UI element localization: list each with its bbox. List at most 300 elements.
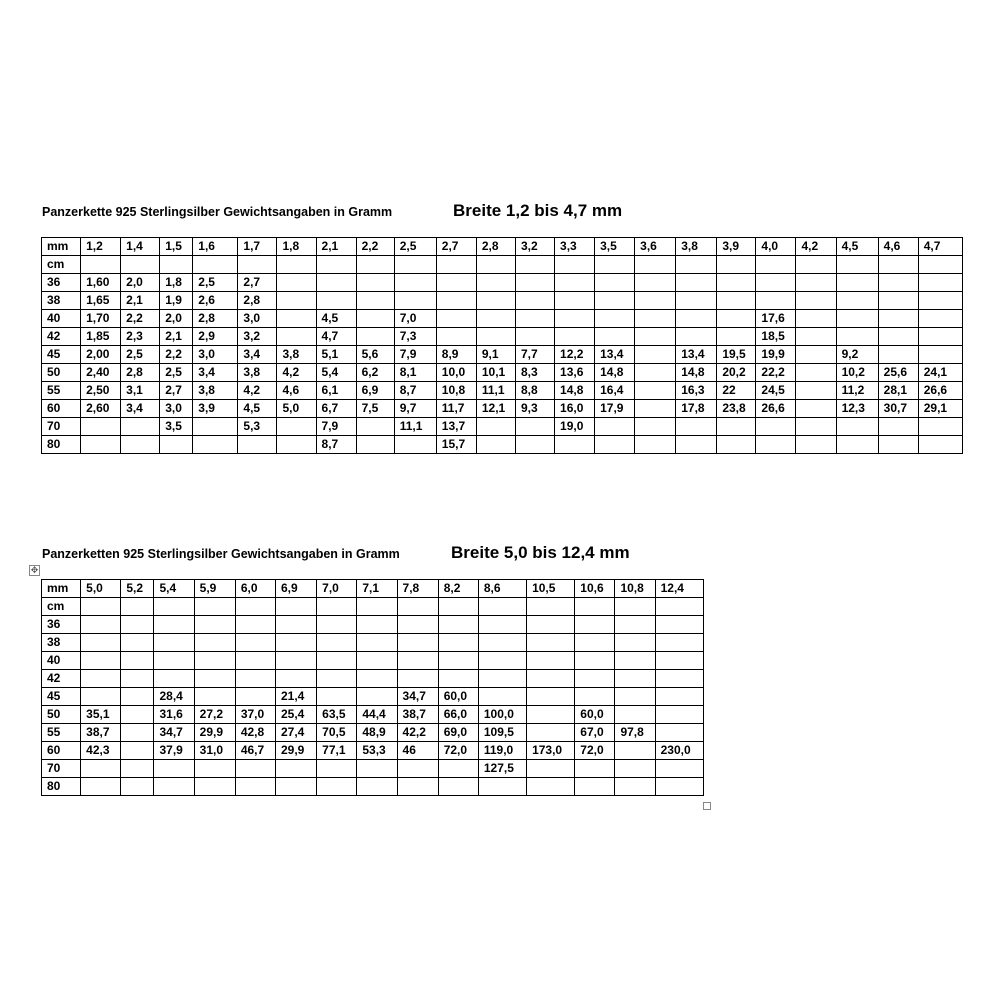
weight-cell — [476, 436, 515, 454]
weight-cell: 6,2 — [356, 364, 394, 382]
weight-cell — [796, 436, 836, 454]
weight-cell — [918, 328, 962, 346]
weight-cell — [918, 256, 962, 274]
weight-cell: 6,7 — [316, 400, 356, 418]
weight-cell — [277, 436, 316, 454]
weight-cell — [527, 760, 575, 778]
weight-cell — [277, 292, 316, 310]
weight-cell — [756, 256, 796, 274]
weight-cell: 17,8 — [676, 400, 717, 418]
table-row — [42, 616, 704, 634]
weight-cell: 13,4 — [676, 346, 717, 364]
weight-cell — [878, 274, 918, 292]
weight-cell: 2,7 — [238, 274, 277, 292]
weight-cell — [796, 418, 836, 436]
weight-cell — [476, 328, 515, 346]
weight-cell — [575, 634, 615, 652]
weight-cell — [317, 598, 357, 616]
header-cell: mm — [42, 238, 81, 256]
weight-cell — [918, 274, 962, 292]
weight-cell: 3,0 — [193, 346, 238, 364]
header-cell: 4,7 — [918, 238, 962, 256]
weight-cell: 27,4 — [276, 724, 317, 742]
weight-cell: 7,9 — [316, 418, 356, 436]
weight-cell — [878, 436, 918, 454]
table-row — [42, 670, 704, 688]
weight-cell: 5,1 — [316, 346, 356, 364]
weight-cell: 2,60 — [81, 400, 121, 418]
weight-cell — [635, 274, 676, 292]
weight-cell: 16,3 — [676, 382, 717, 400]
table-row — [42, 598, 704, 616]
weight-cell — [356, 292, 394, 310]
header-cell: 5,4 — [154, 580, 194, 598]
weight-cell — [154, 760, 194, 778]
header-cell: 4,2 — [796, 238, 836, 256]
weight-cell: 4,2 — [277, 364, 316, 382]
weight-cell: 8,1 — [394, 364, 436, 382]
table2-subheading: Breite 5,0 bis 12,4 mm — [451, 543, 630, 562]
weight-cell: 2,2 — [160, 346, 193, 364]
weight-cell — [476, 274, 515, 292]
weight-cell — [676, 328, 717, 346]
weight-cell: 66,0 — [438, 706, 478, 724]
header-cell: 1,8 — [277, 238, 316, 256]
weight-table-1 — [41, 237, 963, 454]
weight-cell — [575, 688, 615, 706]
weight-cell — [235, 616, 275, 634]
weight-cell — [615, 706, 655, 724]
header-cell: 2,1 — [316, 238, 356, 256]
weight-cell — [356, 418, 394, 436]
weight-cell: 20,2 — [717, 364, 756, 382]
weight-cell — [796, 274, 836, 292]
weight-cell — [121, 616, 154, 634]
weight-cell: 29,9 — [194, 724, 235, 742]
weight-cell: 10,1 — [476, 364, 515, 382]
row-label-cell: 36 — [42, 274, 81, 292]
weight-cell — [438, 670, 478, 688]
weight-cell — [121, 418, 160, 436]
row-label-cell: 40 — [42, 310, 81, 328]
weight-cell — [717, 274, 756, 292]
weight-cell: 7,3 — [394, 328, 436, 346]
weight-cell — [635, 400, 676, 418]
header-cell: 4,5 — [836, 238, 878, 256]
weight-cell — [194, 778, 235, 796]
weight-cell: 2,0 — [121, 274, 160, 292]
weight-cell: 22 — [717, 382, 756, 400]
weight-cell: 15,7 — [436, 436, 476, 454]
weight-cell — [555, 436, 595, 454]
weight-cell — [527, 670, 575, 688]
weight-cell — [316, 292, 356, 310]
weight-cell — [478, 616, 526, 634]
weight-cell — [436, 256, 476, 274]
weight-cell — [81, 652, 121, 670]
weight-cell — [317, 616, 357, 634]
weight-cell — [317, 778, 357, 796]
weight-cell — [575, 670, 615, 688]
weight-cell: 4,5 — [316, 310, 356, 328]
weight-cell — [316, 274, 356, 292]
weight-cell — [356, 274, 394, 292]
weight-cell — [193, 436, 238, 454]
weight-cell — [615, 742, 655, 760]
weight-cell: 16,0 — [555, 400, 595, 418]
weight-cell: 2,5 — [160, 364, 193, 382]
weight-cell — [515, 274, 554, 292]
weight-cell: 31,0 — [194, 742, 235, 760]
weight-cell: 22,2 — [756, 364, 796, 382]
weight-cell: 60,0 — [575, 706, 615, 724]
table-row — [42, 310, 963, 328]
header-cell: 1,6 — [193, 238, 238, 256]
weight-cell: 30,7 — [878, 400, 918, 418]
weight-cell — [796, 328, 836, 346]
table-row — [42, 706, 704, 724]
weight-cell: 2,5 — [193, 274, 238, 292]
row-label-cell: 60 — [42, 400, 81, 418]
weight-cell — [394, 292, 436, 310]
weight-cell: 26,6 — [918, 382, 962, 400]
weight-cell: 10,8 — [436, 382, 476, 400]
weight-cell — [527, 706, 575, 724]
weight-cell — [478, 670, 526, 688]
weight-cell — [276, 598, 317, 616]
weight-cell: 77,1 — [317, 742, 357, 760]
weight-cell: 1,70 — [81, 310, 121, 328]
table-row — [42, 724, 704, 742]
table-row — [42, 292, 963, 310]
weight-cell — [357, 616, 397, 634]
weight-cell: 119,0 — [478, 742, 526, 760]
weight-cell — [878, 256, 918, 274]
table-header-row — [42, 238, 963, 256]
weight-cell: 19,0 — [555, 418, 595, 436]
weight-cell — [194, 652, 235, 670]
weight-cell — [555, 256, 595, 274]
weight-cell: 2,7 — [160, 382, 193, 400]
weight-cell — [194, 760, 235, 778]
weight-cell — [81, 418, 121, 436]
weight-cell — [555, 292, 595, 310]
row-label-cell: 42 — [42, 670, 81, 688]
table1-heading: Panzerkette 925 Sterlingsilber Gewichtsangaben in Gramm — [42, 205, 393, 219]
row-label-cell: 80 — [42, 778, 81, 796]
weight-cell — [121, 706, 154, 724]
weight-cell — [121, 598, 154, 616]
weight-cell — [527, 724, 575, 742]
weight-cell: 6,9 — [356, 382, 394, 400]
weight-cell: 3,0 — [160, 400, 193, 418]
weight-cell — [527, 778, 575, 796]
weight-cell: 27,2 — [194, 706, 235, 724]
weight-cell — [836, 274, 878, 292]
weight-cell: 3,2 — [238, 328, 277, 346]
weight-cell — [555, 274, 595, 292]
weight-cell — [676, 292, 717, 310]
weight-cell — [476, 256, 515, 274]
weight-cell — [81, 760, 121, 778]
weight-cell — [575, 616, 615, 634]
weight-table-2 — [41, 579, 704, 796]
weight-cell: 3,8 — [238, 364, 277, 382]
weight-cell: 12,3 — [836, 400, 878, 418]
weight-cell — [394, 436, 436, 454]
weight-cell — [595, 328, 635, 346]
table-row — [42, 400, 963, 418]
weight-cell: 37,0 — [235, 706, 275, 724]
weight-cell: 46 — [397, 742, 438, 760]
row-label-cell: 70 — [42, 418, 81, 436]
weight-cell — [154, 778, 194, 796]
weight-cell — [717, 292, 756, 310]
weight-cell: 2,1 — [160, 328, 193, 346]
weight-cell — [615, 760, 655, 778]
weight-cell: 63,5 — [317, 706, 357, 724]
weight-cell — [655, 724, 703, 742]
row-label-cell: cm — [42, 256, 81, 274]
weight-cell — [316, 256, 356, 274]
weight-cell: 26,6 — [756, 400, 796, 418]
weight-cell: 3,1 — [121, 382, 160, 400]
weight-cell: 34,7 — [397, 688, 438, 706]
weight-cell — [81, 256, 121, 274]
weight-cell: 42,3 — [81, 742, 121, 760]
weight-cell — [397, 760, 438, 778]
weight-cell: 8,8 — [515, 382, 554, 400]
table-row — [42, 742, 704, 760]
weight-cell — [655, 616, 703, 634]
header-cell: 3,9 — [717, 238, 756, 256]
weight-cell: 19,5 — [717, 346, 756, 364]
weight-cell — [276, 778, 317, 796]
weight-cell: 12,2 — [555, 346, 595, 364]
weight-cell: 9,2 — [836, 346, 878, 364]
weight-cell — [81, 688, 121, 706]
weight-cell: 7,7 — [515, 346, 554, 364]
weight-cell: 42,8 — [235, 724, 275, 742]
weight-cell: 17,6 — [756, 310, 796, 328]
weight-cell — [317, 760, 357, 778]
weight-cell — [655, 670, 703, 688]
table-row — [42, 418, 963, 436]
row-label-cell: 42 — [42, 328, 81, 346]
weight-cell — [438, 616, 478, 634]
row-label-cell: 50 — [42, 706, 81, 724]
weight-cell — [615, 616, 655, 634]
weight-cell — [277, 418, 316, 436]
weight-cell — [756, 436, 796, 454]
weight-cell — [918, 346, 962, 364]
weight-cell — [438, 760, 478, 778]
weight-cell: 21,4 — [276, 688, 317, 706]
table1-subheading: Breite 1,2 bis 4,7 mm — [453, 201, 623, 220]
weight-cell — [635, 328, 676, 346]
weight-cell: 173,0 — [527, 742, 575, 760]
weight-cell — [527, 634, 575, 652]
weight-cell: 35,1 — [81, 706, 121, 724]
weight-cell — [394, 256, 436, 274]
weight-cell — [796, 346, 836, 364]
header-cell: 10,6 — [575, 580, 615, 598]
weight-cell — [655, 634, 703, 652]
weight-cell: 13,6 — [555, 364, 595, 382]
weight-cell: 17,9 — [595, 400, 635, 418]
weight-cell: 14,8 — [676, 364, 717, 382]
weight-cell — [121, 634, 154, 652]
header-cell: 2,8 — [476, 238, 515, 256]
weight-cell: 2,6 — [193, 292, 238, 310]
weight-cell: 2,8 — [121, 364, 160, 382]
weight-cell — [238, 256, 277, 274]
weight-cell: 97,8 — [615, 724, 655, 742]
header-cell: 3,2 — [515, 238, 554, 256]
weight-cell — [595, 256, 635, 274]
weight-cell: 2,0 — [160, 310, 193, 328]
weight-cell — [194, 634, 235, 652]
weight-cell: 37,9 — [154, 742, 194, 760]
move-handle-icon[interactable]: ✥ — [30, 565, 39, 575]
weight-cell: 2,00 — [81, 346, 121, 364]
weight-cell: 48,9 — [357, 724, 397, 742]
weight-cell — [796, 364, 836, 382]
weight-cell — [357, 778, 397, 796]
weight-cell — [194, 598, 235, 616]
weight-cell — [235, 760, 275, 778]
table-row — [42, 256, 963, 274]
weight-cell: 8,7 — [316, 436, 356, 454]
weight-cell: 9,1 — [476, 346, 515, 364]
header-cell: 4,0 — [756, 238, 796, 256]
weight-cell — [476, 310, 515, 328]
table-header-row — [42, 580, 704, 598]
weight-cell: 28,1 — [878, 382, 918, 400]
weight-cell: 19,9 — [756, 346, 796, 364]
weight-cell: 2,40 — [81, 364, 121, 382]
weight-cell — [836, 436, 878, 454]
header-cell: 3,5 — [595, 238, 635, 256]
weight-cell — [276, 634, 317, 652]
weight-cell: 44,4 — [357, 706, 397, 724]
weight-cell: 2,1 — [121, 292, 160, 310]
weight-cell: 31,6 — [154, 706, 194, 724]
weight-cell: 42,2 — [397, 724, 438, 742]
weight-cell — [756, 292, 796, 310]
weight-cell: 72,0 — [438, 742, 478, 760]
header-cell: 7,8 — [397, 580, 438, 598]
weight-cell — [478, 778, 526, 796]
resize-handle-icon[interactable] — [703, 802, 711, 810]
header-cell: 2,5 — [394, 238, 436, 256]
weight-cell — [515, 436, 554, 454]
table-row — [42, 760, 704, 778]
row-label-cell: 60 — [42, 742, 81, 760]
weight-cell — [121, 724, 154, 742]
header-cell: 6,0 — [235, 580, 275, 598]
weight-cell: 24,5 — [756, 382, 796, 400]
header-cell: 7,0 — [317, 580, 357, 598]
weight-cell — [438, 652, 478, 670]
table-row — [42, 634, 704, 652]
weight-cell — [81, 598, 121, 616]
weight-cell — [235, 634, 275, 652]
weight-cell — [836, 310, 878, 328]
weight-cell — [796, 256, 836, 274]
weight-cell — [397, 652, 438, 670]
weight-cell — [796, 310, 836, 328]
weight-cell — [235, 688, 275, 706]
weight-cell — [397, 778, 438, 796]
weight-cell — [154, 652, 194, 670]
header-cell: 8,6 — [478, 580, 526, 598]
table-row — [42, 364, 963, 382]
weight-cell — [515, 256, 554, 274]
weight-cell — [635, 310, 676, 328]
weight-cell: 3,5 — [160, 418, 193, 436]
table-row — [42, 346, 963, 364]
weight-cell — [356, 328, 394, 346]
weight-cell: 70,5 — [317, 724, 357, 742]
weight-cell: 2,3 — [121, 328, 160, 346]
weight-cell — [756, 418, 796, 436]
weight-cell — [836, 256, 878, 274]
weight-cell — [635, 346, 676, 364]
weight-cell — [595, 418, 635, 436]
weight-cell — [397, 634, 438, 652]
weight-cell — [717, 310, 756, 328]
weight-cell: 29,9 — [276, 742, 317, 760]
weight-cell: 38,7 — [81, 724, 121, 742]
weight-cell: 24,1 — [918, 364, 962, 382]
weight-cell: 7,9 — [394, 346, 436, 364]
weight-cell: 25,6 — [878, 364, 918, 382]
weight-cell: 18,5 — [756, 328, 796, 346]
weight-cell: 4,5 — [238, 400, 277, 418]
weight-cell: 5,0 — [277, 400, 316, 418]
weight-cell — [527, 652, 575, 670]
weight-cell — [154, 598, 194, 616]
weight-cell: 3,4 — [121, 400, 160, 418]
weight-cell — [154, 634, 194, 652]
weight-cell — [717, 256, 756, 274]
row-label-cell: 38 — [42, 292, 81, 310]
weight-cell — [555, 328, 595, 346]
weight-cell — [276, 670, 317, 688]
weight-cell — [193, 418, 238, 436]
weight-cell — [515, 328, 554, 346]
weight-cell — [317, 652, 357, 670]
weight-cell: 3,8 — [193, 382, 238, 400]
weight-cell — [276, 760, 317, 778]
weight-cell — [121, 778, 154, 796]
weight-cell: 1,85 — [81, 328, 121, 346]
weight-cell — [317, 688, 357, 706]
weight-cell: 38,7 — [397, 706, 438, 724]
weight-cell — [193, 256, 238, 274]
weight-cell — [397, 598, 438, 616]
weight-cell — [676, 274, 717, 292]
weight-cell — [555, 310, 595, 328]
weight-cell — [476, 418, 515, 436]
weight-cell — [615, 652, 655, 670]
weight-cell — [478, 634, 526, 652]
table-row — [42, 328, 963, 346]
weight-cell — [357, 688, 397, 706]
weight-cell: 7,5 — [356, 400, 394, 418]
weight-cell — [397, 670, 438, 688]
